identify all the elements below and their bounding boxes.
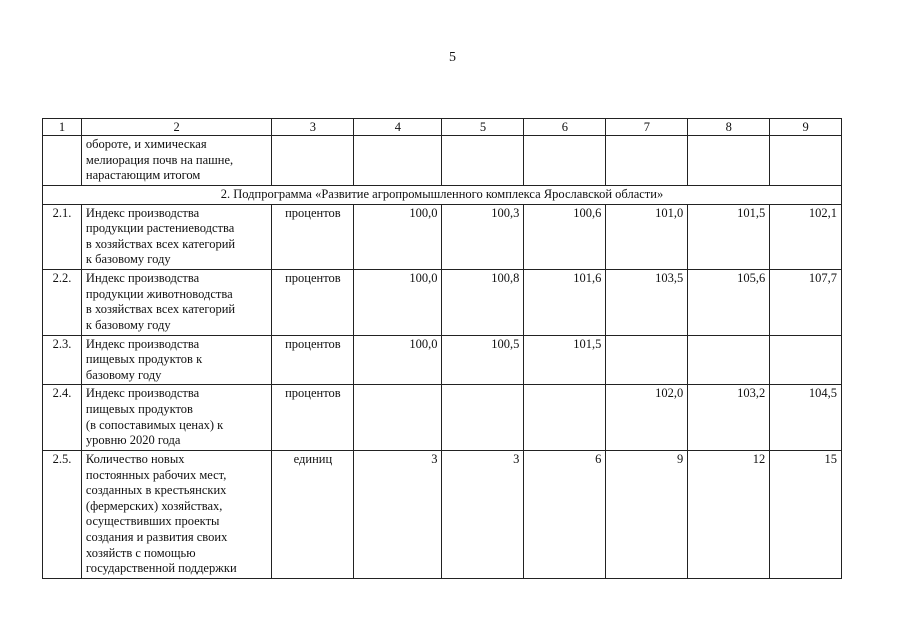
- value-cell: 100,8: [442, 270, 524, 336]
- indicator-line: в хозяйствах всех категорий: [85, 302, 236, 317]
- value-cell: 12: [688, 450, 770, 578]
- indicator-line: уровню 2020 года: [85, 433, 181, 448]
- index-cell: [43, 136, 82, 186]
- indicator-line: хозяйств с помощью: [85, 545, 196, 560]
- value-cell: [770, 335, 842, 385]
- value-cell: 100,6: [524, 204, 606, 270]
- value-cell: 100,0: [354, 335, 442, 385]
- value-cell: [606, 136, 688, 186]
- value-cell: 6: [524, 450, 606, 578]
- indicator-line: Индекс производства: [85, 386, 200, 401]
- indicators-table: [42, 118, 842, 579]
- continuation-row: [43, 136, 842, 186]
- indicator-line: нарастающим итогом: [85, 168, 201, 183]
- value-cell: 105,6: [688, 270, 770, 336]
- table-row: [43, 335, 842, 385]
- indicator-line: обороте, и химическая: [85, 137, 207, 151]
- index-cell: 2.1.: [43, 204, 82, 270]
- indicator-line: (фермерских) хозяйствах,: [85, 498, 223, 513]
- value-cell: 107,7: [770, 270, 842, 336]
- value-cell: 101,6: [524, 270, 606, 336]
- indicator-line: мелиорация почв на пашне,: [85, 152, 234, 167]
- table-row: [43, 270, 842, 336]
- value-cell: [354, 136, 442, 186]
- indicator-line: создания и развития своих: [85, 530, 228, 544]
- index-cell: 2.2.: [43, 270, 82, 336]
- indicator-name-cell: [81, 270, 272, 336]
- indicator-line: Индекс производства: [85, 336, 200, 351]
- section-title: 2. Подпрограмма «Развитие агропромышленного комплекса Ярославской области»: [43, 185, 842, 204]
- unit-cell: процентов: [272, 385, 354, 451]
- index-cell: 2.3.: [43, 335, 82, 385]
- table-row: [43, 385, 842, 451]
- header-cell: 2: [81, 119, 272, 136]
- indicator-line: продукции животноводства: [85, 286, 233, 301]
- index-cell: 2.4.: [43, 385, 82, 451]
- value-cell: 103,5: [606, 270, 688, 336]
- value-cell: 15: [770, 450, 842, 578]
- value-cell: 100,5: [442, 335, 524, 385]
- page-number: 5: [449, 50, 456, 65]
- header-cell: 4: [354, 119, 442, 136]
- value-cell: [770, 136, 842, 186]
- value-cell: [442, 136, 524, 186]
- indicator-line: Количество новых: [85, 451, 185, 466]
- indicator-line: Индекс производства: [85, 205, 200, 220]
- value-cell: 101,5: [524, 335, 606, 385]
- value-cell: 3: [442, 450, 524, 578]
- indicator-line: осуществивших проекты: [85, 514, 220, 529]
- value-cell: [524, 136, 606, 186]
- value-cell: 3: [354, 450, 442, 578]
- value-cell: 102,0: [606, 385, 688, 451]
- header-cell: 1: [43, 119, 82, 136]
- table-row: [43, 450, 842, 578]
- indicator-line: (в сопоставимых ценах) к: [85, 417, 224, 432]
- indicator-line: в хозяйствах всех категорий: [85, 236, 236, 251]
- indicator-line: к базовому году: [85, 317, 171, 332]
- indicator-line: государственной поддержки: [85, 561, 237, 576]
- unit-cell: единиц: [272, 450, 354, 578]
- indicator-line: пищевых продуктов: [85, 402, 193, 416]
- value-cell: 101,5: [688, 204, 770, 270]
- value-cell: 101,0: [606, 204, 688, 270]
- header-cell: 3: [272, 119, 354, 136]
- indicator-line: базовому году: [85, 367, 162, 382]
- indicator-line: постоянных рабочих мест,: [85, 467, 227, 482]
- value-cell: [606, 335, 688, 385]
- indicator-line: созданных в крестьянских: [85, 483, 227, 498]
- indicator-name-cell: [81, 136, 272, 186]
- header-row: [43, 119, 842, 136]
- value-cell: [688, 335, 770, 385]
- header-cell: 7: [606, 119, 688, 136]
- header-cell: 6: [524, 119, 606, 136]
- value-cell: [442, 385, 524, 451]
- header-cell: 9: [770, 119, 842, 136]
- value-cell: 100,0: [354, 270, 442, 336]
- indicator-name-cell: [81, 450, 272, 578]
- value-cell: [688, 136, 770, 186]
- unit-cell: [272, 136, 354, 186]
- indicator-name-cell: [81, 335, 272, 385]
- value-cell: [354, 385, 442, 451]
- header-cell: 8: [688, 119, 770, 136]
- value-cell: 103,2: [688, 385, 770, 451]
- unit-cell: процентов: [272, 270, 354, 336]
- index-cell: 2.5.: [43, 450, 82, 578]
- indicator-name-cell: [81, 204, 272, 270]
- indicator-line: продукции растениеводства: [85, 221, 235, 236]
- unit-cell: процентов: [272, 204, 354, 270]
- value-cell: 104,5: [770, 385, 842, 451]
- unit-cell: процентов: [272, 335, 354, 385]
- value-cell: 102,1: [770, 204, 842, 270]
- section-row: [43, 185, 842, 204]
- value-cell: 100,3: [442, 204, 524, 270]
- indicator-line: Индекс производства: [85, 271, 200, 285]
- indicator-line: к базовому году: [85, 252, 171, 267]
- value-cell: [524, 385, 606, 451]
- header-cell: 5: [442, 119, 524, 136]
- indicator-line: пищевых продуктов к: [85, 352, 203, 367]
- table-row: [43, 204, 842, 270]
- value-cell: 100,0: [354, 204, 442, 270]
- value-cell: 9: [606, 450, 688, 578]
- indicator-name-cell: [81, 385, 272, 451]
